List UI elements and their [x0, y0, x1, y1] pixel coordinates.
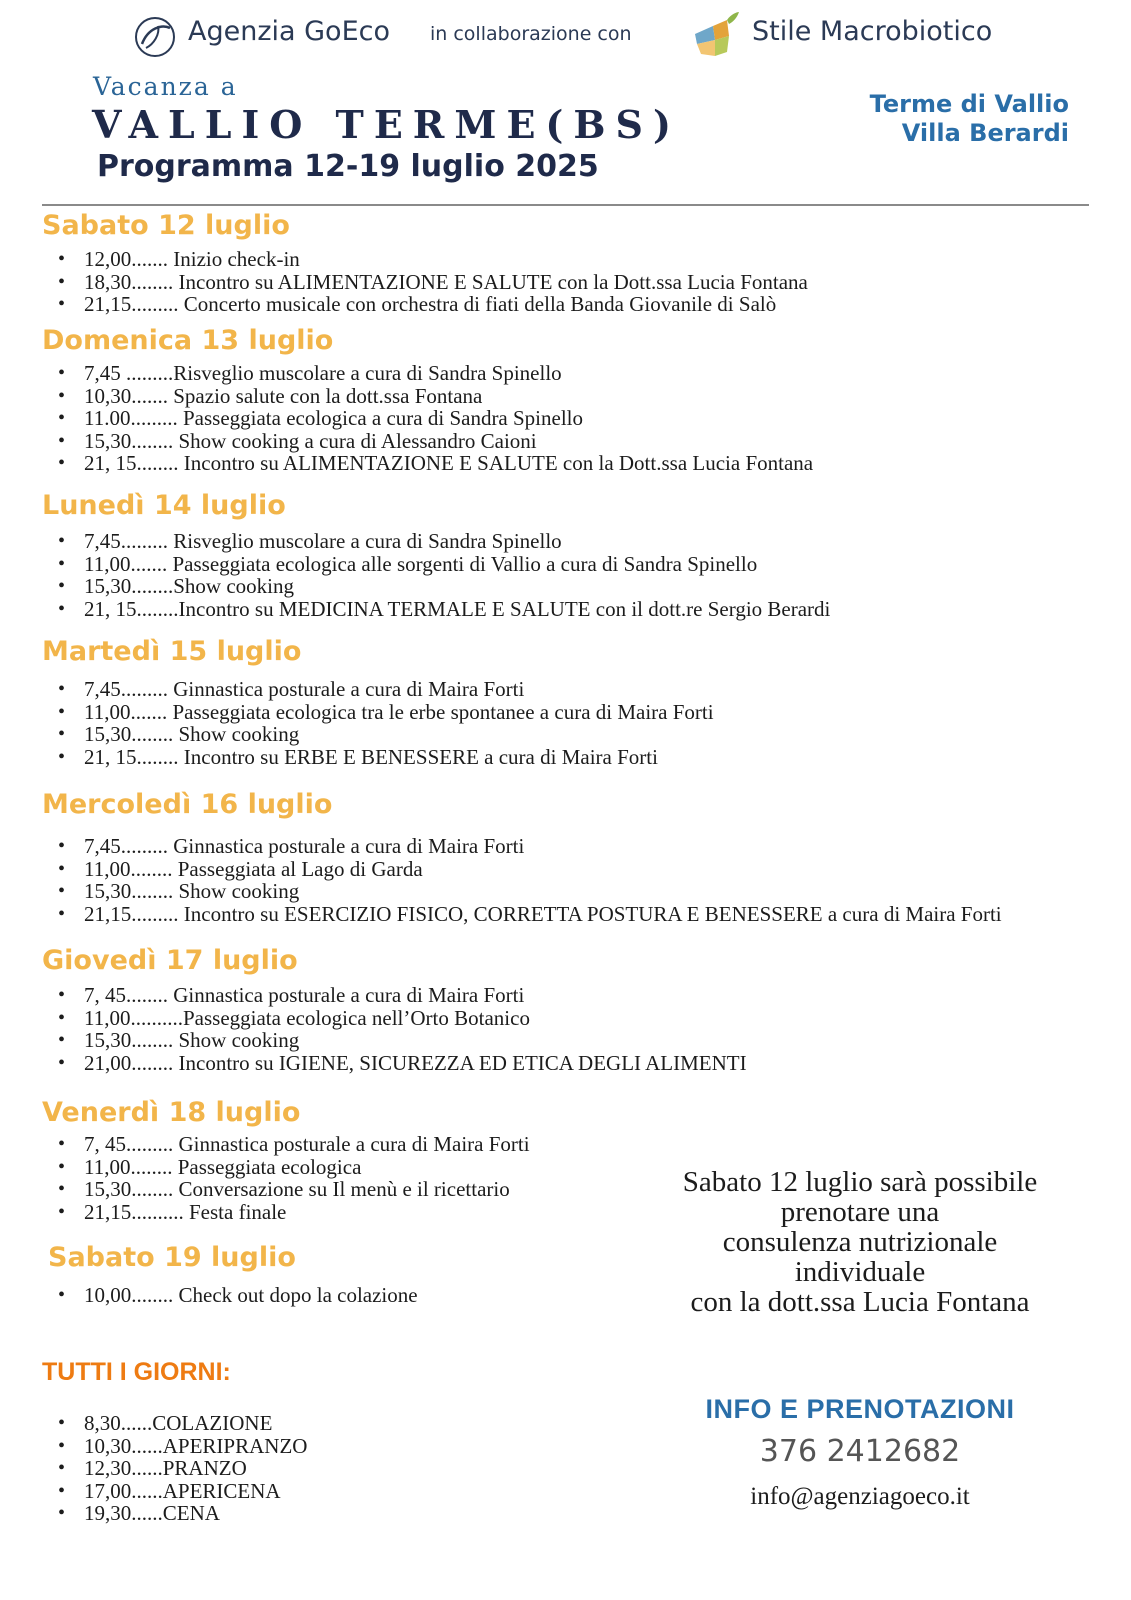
consultation-note [640, 1167, 1080, 1317]
schedule-item: • 18,30........ Incontro su ALIMENTAZIONE E SALUTE con la Dott.ssa Lucia Fontana [42, 271, 808, 294]
daily-item: • 8,30......COLAZIONE [42, 1412, 307, 1435]
schedule-item: • 21, 15........ Incontro su ERBE E BENESSERE a cura di Maira Forti [42, 746, 714, 769]
schedule-item: • 7,45......... Ginnastica posturale a cura di Maira Forti [42, 835, 1002, 858]
info-title: INFO E PRENOTAZIONI [705, 1394, 1015, 1424]
schedule-item: • 11,00....... Passeggiata ecologica tra le erbe spontanee a cura di Maira Forti [42, 701, 714, 724]
day-title: Sabato 19 luglio [48, 1242, 296, 1273]
day-schedule-list [42, 1284, 418, 1307]
schedule-item: • 12,00....... Inizio check-in [42, 248, 808, 271]
day-section-saturday-12 [42, 210, 808, 316]
day-title: Domenica 13 luglio [42, 325, 334, 356]
info-email[interactable]: info@agenziagoeco.it [750, 1483, 970, 1510]
schedule-item: • 21,00........ Incontro su IGIENE, SICUREZZA ED ETICA DEGLI ALIMENTI [42, 1052, 747, 1075]
day-section-saturday-19 [48, 1242, 418, 1307]
stile-macrobiotico-logo-icon [693, 10, 741, 60]
schedule-item: • 21, 15........ Incontro su ALIMENTAZIONE E SALUTE con la Dott.ssa Lucia Fontana [42, 452, 813, 475]
day-schedule-list [42, 248, 808, 316]
venue-line-2: Villa Berardi [901, 119, 1069, 147]
collaboration-text: in collaborazione con [430, 23, 632, 45]
schedule-item: • 15,30........ Show cooking [42, 880, 1002, 903]
schedule-item: • 11,00..........Passeggiata ecologica nell’Orto Botanico [42, 1007, 747, 1030]
day-schedule-list [42, 678, 714, 768]
brand-stile-macrobiotico: Stile Macrobiotico [752, 16, 993, 47]
program-dates: Programma 12-19 luglio 2025 [97, 149, 599, 184]
schedule-item: • 10,00........ Check out dopo la colazione [42, 1284, 418, 1307]
schedule-item: • 15,30........ Show cooking a cura di Alessandro Caioni [42, 430, 813, 453]
schedule-item: • 7, 45......... Ginnastica posturale a cura di Maira Forti [42, 1133, 530, 1156]
day-section-thursday-17 [42, 945, 747, 1074]
schedule-item: • 15,30........ Conversazione su Il menù e il ricettario [42, 1178, 530, 1201]
consultation-line: consulenza nutrizionale [722, 1226, 998, 1258]
day-section-friday-18 [42, 1097, 530, 1223]
schedule-item: • 11,00........ Passeggiata al Lago di Garda [42, 858, 1002, 881]
schedule-item: • 21,15.......... Festa finale [42, 1201, 530, 1224]
day-title: Giovedì 17 luglio [42, 945, 298, 976]
day-title: Sabato 12 luglio [42, 210, 290, 241]
brand-goeco: Agenzia GoEco [188, 16, 390, 47]
header-divider [42, 204, 1089, 206]
schedule-item: • 15,30........ Show cooking [42, 1029, 747, 1052]
daily-schedule-title: TUTTI I GIORNI: [42, 1358, 231, 1386]
consultation-line: individuale [794, 1256, 926, 1288]
vacation-prefix: Vacanza a [93, 72, 238, 101]
daily-item: • 12,30......PRANZO [42, 1457, 307, 1480]
daily-item: • 19,30......CENA [42, 1502, 307, 1525]
schedule-item: • 7,45......... Ginnastica posturale a cura di Maira Forti [42, 678, 714, 701]
goeco-logo-icon [132, 14, 178, 60]
day-schedule-list [42, 530, 830, 620]
day-title: Mercoledì 16 luglio [42, 789, 333, 820]
daily-schedule-list [42, 1412, 307, 1525]
daily-schedule [42, 1412, 307, 1525]
daily-item: • 17,00......APERICENA [42, 1480, 307, 1503]
day-section-sunday-13 [42, 325, 813, 475]
day-schedule-list [42, 362, 813, 475]
day-section-monday-14 [42, 490, 830, 620]
day-section-tuesday-15 [42, 636, 714, 768]
schedule-item: • 21,15......... Incontro su ESERCIZIO FISICO, CORRETTA POSTURA E BENESSERE a cura di Maira Forti [42, 903, 1002, 926]
vacation-place-title: VALLIO TERME(BS) [92, 102, 681, 147]
schedule-item: • 10,30....... Spazio salute con la dott.ssa Fontana [42, 385, 813, 408]
day-schedule-list [42, 835, 1002, 925]
info-phone[interactable]: 376 2412682 [759, 1434, 961, 1469]
day-schedule-list [42, 984, 747, 1074]
venue-line-1: Terme di Vallio [869, 90, 1069, 118]
schedule-item: • 11.00......... Passeggiata ecologica a cura di Sandra Spinello [42, 407, 813, 430]
day-title: Martedì 15 luglio [42, 636, 302, 667]
schedule-item: • 7,45 .........Risveglio muscolare a cura di Sandra Spinello [42, 362, 813, 385]
schedule-item: • 21,15......... Concerto musicale con orchestra di fiati della Banda Giovanile di Salò [42, 293, 808, 316]
consultation-line: con la dott.ssa Lucia Fontana [690, 1286, 1030, 1318]
day-title: Lunedì 14 luglio [42, 490, 286, 521]
daily-item: • 10,30......APERIPRANZO [42, 1435, 307, 1458]
schedule-item: • 11,00........ Passeggiata ecologica [42, 1156, 530, 1179]
day-section-wednesday-16 [42, 789, 1002, 925]
consultation-line: Sabato 12 luglio sarà possibile [682, 1166, 1038, 1198]
schedule-item: • 15,30........Show cooking [42, 575, 830, 598]
day-schedule-list [42, 1133, 530, 1223]
schedule-item: • 15,30........ Show cooking [42, 723, 714, 746]
schedule-item: • 7, 45........ Ginnastica posturale a cura di Maira Forti [42, 984, 747, 1007]
venue [870, 90, 1069, 148]
consultation-line: prenotare una [780, 1196, 940, 1228]
schedule-item: • 21, 15........Incontro su MEDICINA TERMALE E SALUTE con il dott.re Sergio Berardi [42, 598, 830, 621]
schedule-item: • 11,00....... Passeggiata ecologica alle sorgenti di Vallio a cura di Sandra Spinello [42, 553, 830, 576]
schedule-item: • 7,45......... Risveglio muscolare a cura di Sandra Spinello [42, 530, 830, 553]
day-title: Venerdì 18 luglio [42, 1097, 301, 1128]
